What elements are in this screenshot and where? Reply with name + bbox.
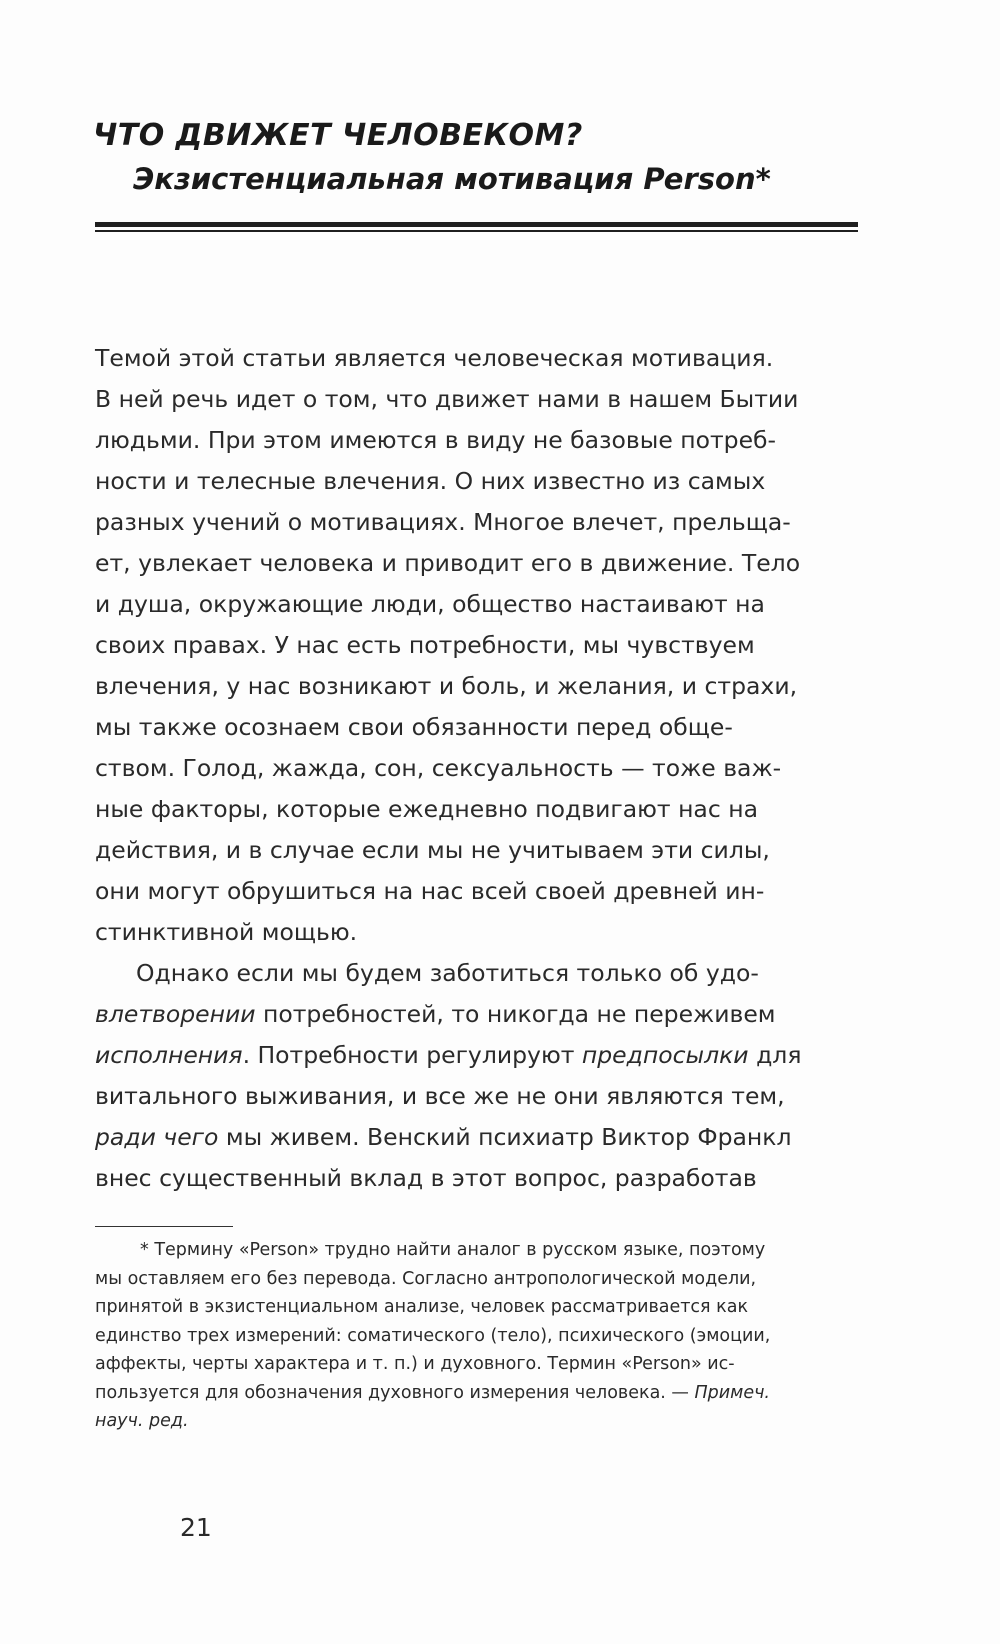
footnote-line: аффекты, черты характера и т. п.) и духовного. Термин «Person» ис- <box>95 1354 735 1374</box>
text-line: мы также осознаем свои обязанности перед обще- <box>95 713 733 741</box>
text-line <box>95 1117 865 1158</box>
text-line: внес существенный вклад в этот вопрос, разработав <box>95 1164 757 1192</box>
text-line: людьми. При этом имеются в виду не базовые потреб- <box>95 426 777 454</box>
text-line: ет, увлекает человека и приводит его в движение. Тело <box>95 549 801 577</box>
text-run: мы живем. Венский психиатр Виктор Франкл <box>218 1123 792 1151</box>
footnote <box>95 1236 865 1436</box>
page-number: 21 <box>180 1513 212 1542</box>
text-line: ности и телесные влечения. О них известно из самых <box>95 467 766 495</box>
text-line: действия, и в случае если мы не учитываем эти силы, <box>95 836 770 864</box>
footnote-line: мы оставляем его без перевода. Согласно антропологической модели, <box>95 1268 757 1289</box>
text-line: влечения, у нас возникают и боль, и желания, и страхи, <box>95 672 798 700</box>
text-line <box>95 1035 865 1076</box>
text-line: разных учений о мотивациях. Многое влечет, прельща- <box>95 508 791 536</box>
header-rule-thin <box>95 230 858 232</box>
text-line: и душа, окружающие люди, общество настаивают на <box>95 590 765 618</box>
text-line <box>95 994 865 1035</box>
body-text <box>95 338 865 1199</box>
text-line: ством. Голод, жажда, сон, сексуальность — тоже важ- <box>95 754 782 782</box>
footnote-separator <box>95 1226 233 1227</box>
footnote-line: * Термину «Person» трудно найти аналог в русском языке, поэтому <box>140 1240 766 1260</box>
chapter-subtitle: Экзистенциальная мотивация Person* <box>133 162 771 196</box>
text-line: стинктивной мощью. <box>95 918 358 946</box>
header-rule-thick <box>95 222 858 227</box>
emphasis: Примеч. <box>694 1382 770 1403</box>
paragraph-2 <box>95 953 865 1199</box>
text-line: они могут обрушиться на нас всей своей древней ин- <box>95 877 765 905</box>
chapter-title: ЧТО ДВИЖЕТ ЧЕЛОВЕКОМ? <box>93 118 583 153</box>
text-line: своих правах. У нас есть потребности, мы чувствуем <box>95 631 755 659</box>
paragraph-1 <box>95 338 865 953</box>
text-line: Темой этой статьи является человеческая мотивация. <box>95 344 774 372</box>
text-run: . Потребности регулируют <box>242 1041 582 1069</box>
text-run: пользуется для обозначения духовного измерения человека. — <box>95 1382 695 1403</box>
emphasis: исполнения <box>95 1041 243 1069</box>
footnote-line <box>95 1379 865 1408</box>
text-line: ные факторы, которые ежедневно подвигают нас на <box>95 795 758 823</box>
text-run: потребностей, то никогда не переживем <box>255 1000 776 1028</box>
emphasis: науч. ред. <box>95 1411 189 1431</box>
text-line: Однако если мы будем заботиться только об удо- <box>136 959 759 987</box>
emphasis: влетворении <box>95 1000 256 1028</box>
text-line: витального выживания, и все же не они являются тем, <box>95 1082 785 1110</box>
footnote-line <box>95 1407 865 1436</box>
text-run: для <box>748 1041 802 1069</box>
emphasis: предпосылки <box>581 1041 749 1069</box>
footnote-line: принятой в экзистенциальном анализе, человек рассматривается как <box>95 1297 749 1317</box>
emphasis: ради чего <box>95 1123 219 1151</box>
footnote-line: единство трех измерений: соматического (тело), психического (эмоции, <box>95 1325 771 1346</box>
text-line: В ней речь идет о том, что движет нами в нашем Бытии <box>95 385 799 413</box>
